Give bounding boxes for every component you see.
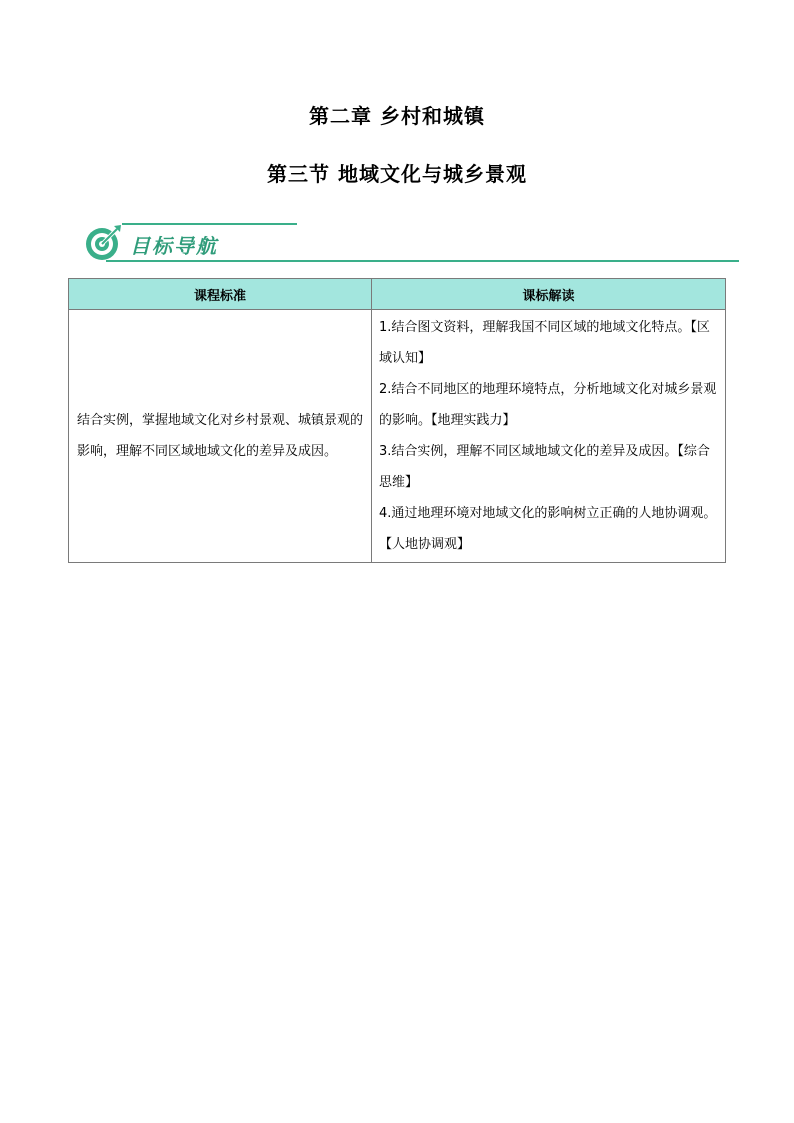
section-title: 第三节 地域文化与城乡景观 — [267, 162, 527, 186]
table-header-row — [69, 279, 726, 310]
goal-navigation-banner — [84, 220, 739, 266]
target-icon — [84, 222, 124, 262]
interpretation-item: 3.结合实例，理解不同区域地域文化的差异及成因。【综合思维】 — [379, 444, 710, 490]
interpretation-cell — [372, 310, 726, 563]
standard-text: 结合实例，掌握地域文化对乡村景观、城镇景观的影响，理解不同区域地域文化的差异及成因。 — [77, 413, 364, 459]
banner-label: 目标导航 — [130, 234, 218, 258]
curriculum-standard-table — [68, 278, 726, 563]
table-row — [69, 310, 726, 563]
interpretation-item: 1.结合图文资料，理解我国不同区域的地域文化特点。【区域认知】 — [379, 320, 710, 366]
interpretation-item: 2.结合不同地区的地理环境特点，分析地域文化对城乡景观的影响。【地理实践力】 — [379, 382, 717, 428]
standard-text-cell — [69, 310, 372, 563]
header-standard-interpretation: 课标解读 — [372, 279, 726, 310]
interpretation-item: 4.通过地理环境对地域文化的影响树立正确的人地协调观。【人地协调观】 — [379, 506, 717, 552]
banner-bottom-line — [106, 260, 739, 262]
banner-top-line — [122, 223, 297, 225]
chapter-title: 第二章 乡村和城镇 — [309, 104, 485, 128]
header-curriculum-standard: 课程标准 — [69, 279, 372, 310]
